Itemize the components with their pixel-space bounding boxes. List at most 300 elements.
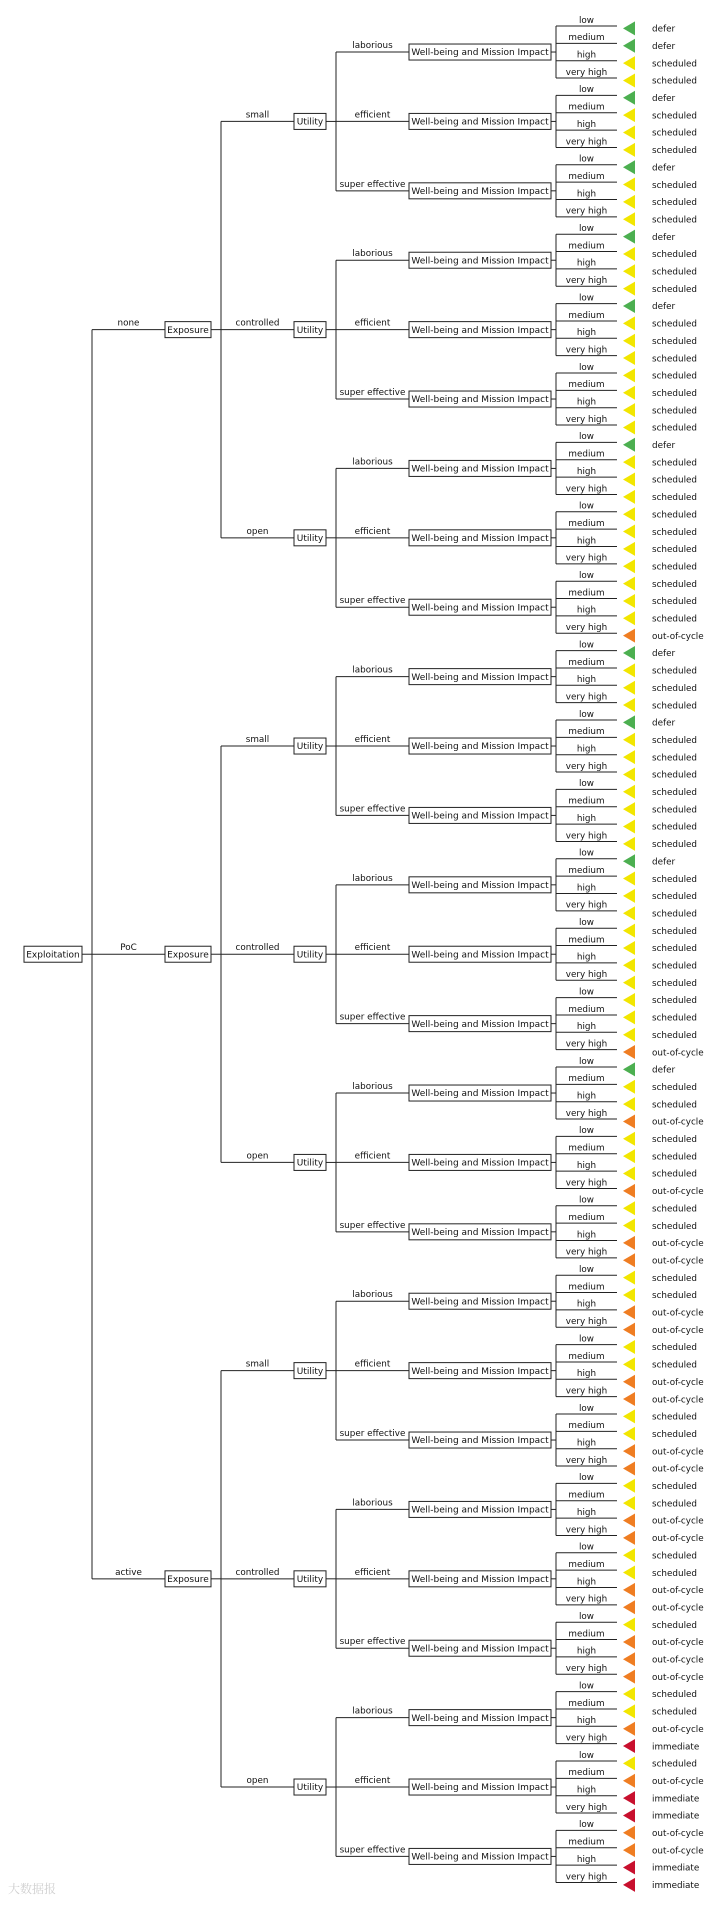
decision-label: out-of-cycle [652, 1829, 704, 1839]
wellbeing-value-very-high: very high [565, 345, 608, 356]
utility-value-super-effective: super effective [339, 1220, 406, 1231]
wellbeing-value-low: low [578, 1126, 595, 1137]
wellbeing-node-label: Well-being and Mission Impact [411, 187, 549, 198]
decision-scheduled-icon [623, 681, 635, 695]
wellbeing-value-low: low [578, 154, 595, 165]
decision-out-of-cycle-icon [623, 1114, 635, 1128]
decision-scheduled-icon [623, 334, 635, 348]
decision-out-of-cycle-icon [623, 1583, 635, 1597]
decision-out-of-cycle-icon [623, 1392, 635, 1406]
wellbeing-value-medium: medium [568, 796, 605, 807]
decision-scheduled-icon [623, 1080, 635, 1094]
decision-immediate-icon [623, 1739, 635, 1753]
decision-immediate-icon [623, 1878, 635, 1892]
wellbeing-value-high: high [576, 189, 597, 200]
utility-value-super-effective: super effective [339, 804, 406, 815]
decision-label: scheduled [652, 76, 698, 87]
decision-label: scheduled [652, 1100, 698, 1111]
decision-scheduled-icon [623, 941, 635, 955]
wellbeing-node-label: Well-being and Mission Impact [411, 1089, 549, 1100]
wellbeing-value-medium: medium [568, 380, 605, 391]
decision-out-of-cycle-icon [623, 1826, 635, 1840]
decision-out-of-cycle-icon [623, 1184, 635, 1198]
decision-label: scheduled [652, 458, 698, 469]
decision-label: scheduled [652, 1343, 698, 1354]
decision-label: out-of-cycle [652, 1638, 704, 1649]
decision-scheduled-icon [623, 1409, 635, 1423]
wellbeing-value-medium: medium [568, 241, 605, 252]
wellbeing-node-label: Well-being and Mission Impact [411, 672, 549, 683]
decision-label: scheduled [652, 753, 698, 764]
decision-defer-icon [623, 21, 635, 35]
wellbeing-value-medium: medium [568, 1559, 605, 1570]
decision-label: defer [652, 41, 676, 52]
decision-label: scheduled [652, 788, 698, 798]
decision-label: out-of-cycle [652, 1534, 704, 1545]
decision-label: defer [652, 94, 676, 104]
wellbeing-value-very-high: very high [565, 623, 608, 634]
exploitation-value-active: active [115, 1567, 142, 1578]
utility-value-super-effective: super effective [339, 1012, 406, 1023]
decision-label: out-of-cycle [652, 1239, 704, 1250]
decision-scheduled-icon [623, 490, 635, 504]
decision-scheduled-icon [623, 802, 635, 816]
wellbeing-node-label: Well-being and Mission Impact [411, 1019, 549, 1030]
decision-out-of-cycle-icon [623, 1375, 635, 1389]
decision-label: scheduled [652, 510, 698, 521]
utility-value-super-effective: super effective [339, 179, 406, 190]
wellbeing-value-medium: medium [568, 1421, 605, 1432]
decision-label: scheduled [652, 128, 698, 139]
decision-label: out-of-cycle [652, 631, 704, 642]
decision-label: scheduled [652, 909, 698, 920]
decision-out-of-cycle-icon [623, 1305, 635, 1319]
decision-label: scheduled [652, 579, 698, 590]
wellbeing-value-high: high [576, 536, 597, 547]
decision-label: scheduled [652, 1551, 698, 1562]
decision-label: scheduled [652, 614, 698, 625]
decision-defer-icon [623, 715, 635, 729]
decision-scheduled-icon [623, 1548, 635, 1562]
wellbeing-value-very-high: very high [565, 1872, 608, 1883]
decision-label: scheduled [652, 423, 698, 434]
utility-value-efficient: efficient [354, 1151, 391, 1162]
wellbeing-value-low: low [578, 1334, 595, 1345]
exposure-value-small: small [245, 110, 270, 121]
decision-label: defer [652, 232, 676, 243]
decision-label: scheduled [652, 1482, 698, 1492]
decision-scheduled-icon [623, 1149, 635, 1163]
decision-defer-icon [623, 230, 635, 244]
wellbeing-value-high: high [576, 328, 597, 339]
utility-value-super-effective: super effective [339, 1637, 406, 1648]
decision-immediate-icon [623, 1861, 635, 1875]
wellbeing-value-medium: medium [568, 1351, 605, 1362]
wellbeing-value-low: low [578, 1056, 595, 1067]
exposure-value-controlled: controlled [235, 318, 280, 329]
decision-label: scheduled [652, 475, 698, 486]
decision-scheduled-icon [623, 1271, 635, 1285]
wellbeing-value-very-high: very high [565, 831, 608, 842]
decision-defer-icon [623, 854, 635, 868]
wellbeing-node-label: Well-being and Mission Impact [411, 534, 549, 545]
decision-label: scheduled [652, 666, 698, 677]
decision-label: scheduled [652, 250, 698, 261]
utility-node-label: Utility [296, 534, 324, 545]
decision-scheduled-icon [623, 750, 635, 764]
wellbeing-value-medium: medium [568, 1490, 605, 1501]
wellbeing-value-low: low [578, 640, 595, 651]
wellbeing-value-very-high: very high [565, 1802, 608, 1813]
decision-label: scheduled [652, 1204, 698, 1215]
wellbeing-value-high: high [576, 1299, 597, 1310]
decision-label: defer [652, 24, 676, 35]
decision-label: out-of-cycle [652, 1776, 704, 1787]
decision-out-of-cycle-icon [623, 1774, 635, 1788]
decision-label: out-of-cycle [652, 1655, 704, 1666]
decision-out-of-cycle-icon [623, 629, 635, 643]
wellbeing-value-medium: medium [568, 1768, 605, 1779]
wellbeing-value-medium: medium [568, 1074, 605, 1085]
wellbeing-value-high: high [576, 258, 597, 269]
decision-out-of-cycle-icon [623, 1600, 635, 1614]
wellbeing-value-very-high: very high [565, 1664, 608, 1675]
decision-label: scheduled [652, 354, 698, 365]
decision-label: scheduled [652, 111, 698, 122]
decision-scheduled-icon [623, 178, 635, 192]
wellbeing-node-label: Well-being and Mission Impact [411, 48, 549, 59]
wellbeing-node-label: Well-being and Mission Impact [411, 1505, 549, 1516]
wellbeing-value-high: high [576, 1507, 597, 1518]
decision-label: scheduled [652, 961, 698, 972]
decision-label: scheduled [652, 840, 698, 851]
decision-label: scheduled [652, 805, 698, 816]
wellbeing-value-high: high [576, 1438, 597, 1449]
wellbeing-value-very-high: very high [565, 276, 608, 287]
decision-label: scheduled [652, 180, 698, 191]
decision-label: out-of-cycle [652, 1603, 704, 1614]
decision-label: scheduled [652, 406, 698, 417]
decision-label: scheduled [652, 701, 698, 712]
decision-label: scheduled [652, 978, 698, 989]
decision-label: out-of-cycle [652, 1256, 704, 1267]
wellbeing-node-label: Well-being and Mission Impact [411, 1436, 549, 1447]
wellbeing-value-high: high [576, 1577, 597, 1588]
decision-scheduled-icon [623, 785, 635, 799]
wellbeing-value-low: low [578, 224, 595, 234]
utility-value-laborious: laborious [352, 665, 393, 676]
decision-scheduled-icon [623, 1618, 635, 1632]
decision-label: out-of-cycle [652, 1377, 704, 1388]
wellbeing-node-label: Well-being and Mission Impact [411, 1852, 549, 1863]
exposure-value-controlled: controlled [235, 1567, 280, 1578]
utility-value-super-effective: super effective [339, 388, 406, 399]
decision-label: scheduled [652, 683, 698, 694]
decision-label: out-of-cycle [652, 1846, 704, 1857]
wellbeing-value-medium: medium [568, 518, 605, 529]
wellbeing-value-high: high [576, 50, 597, 61]
decision-scheduled-icon [623, 264, 635, 278]
wellbeing-value-high: high [576, 1854, 597, 1865]
utility-node-label: Utility [296, 1783, 324, 1794]
decision-scheduled-icon [623, 559, 635, 573]
wellbeing-node-label: Well-being and Mission Impact [411, 881, 549, 892]
decision-defer-icon [623, 160, 635, 174]
decision-scheduled-icon [623, 958, 635, 972]
decision-scheduled-icon [623, 1756, 635, 1770]
wellbeing-value-low: low [578, 848, 595, 859]
utility-value-super-effective: super effective [339, 1845, 406, 1856]
wellbeing-value-medium: medium [568, 310, 605, 321]
wellbeing-value-high: high [576, 605, 597, 616]
exposure-value-small: small [245, 1359, 270, 1370]
decision-label: scheduled [652, 1429, 698, 1440]
decision-label: scheduled [652, 892, 698, 903]
wellbeing-node-label: Well-being and Mission Impact [411, 325, 549, 336]
decision-immediate-icon [623, 1808, 635, 1822]
decision-label: scheduled [652, 1013, 698, 1024]
utility-node-label: Utility [296, 325, 324, 336]
wellbeing-value-very-high: very high [565, 1039, 608, 1050]
decision-label: scheduled [652, 59, 698, 70]
utility-value-efficient: efficient [354, 943, 391, 954]
decision-label: scheduled [652, 1273, 698, 1284]
wellbeing-node-label: Well-being and Mission Impact [411, 811, 549, 822]
decision-scheduled-icon [623, 247, 635, 261]
wellbeing-node-label: Well-being and Mission Impact [411, 1575, 549, 1586]
wellbeing-value-medium: medium [568, 1282, 605, 1293]
wellbeing-value-low: low [578, 779, 595, 790]
decision-defer-icon [623, 299, 635, 313]
decision-scheduled-icon [623, 767, 635, 781]
decision-label: scheduled [652, 996, 698, 1007]
decision-scheduled-icon [623, 1219, 635, 1233]
decision-label: defer [652, 302, 676, 313]
decision-label: scheduled [652, 1690, 698, 1701]
decision-scheduled-icon [623, 455, 635, 469]
exploitation-value-none: none [117, 318, 140, 329]
decision-defer-icon [623, 91, 635, 105]
wellbeing-node-label: Well-being and Mission Impact [411, 1366, 549, 1377]
decision-label: immediate [652, 1881, 700, 1892]
decision-scheduled-icon [623, 594, 635, 608]
wellbeing-value-low: low [578, 362, 595, 373]
decision-scheduled-icon [623, 368, 635, 382]
decision-label: out-of-cycle [652, 1325, 704, 1336]
wellbeing-value-medium: medium [568, 449, 605, 460]
decision-scheduled-icon [623, 108, 635, 122]
utility-value-laborious: laborious [352, 873, 393, 884]
decision-out-of-cycle-icon [623, 1843, 635, 1857]
decision-scheduled-icon [623, 993, 635, 1007]
utility-node-label: Utility [296, 950, 324, 961]
decision-scheduled-icon [623, 1288, 635, 1302]
decision-label: scheduled [652, 1620, 698, 1631]
wellbeing-value-very-high: very high [565, 137, 608, 148]
wellbeing-value-high: high [576, 466, 597, 477]
decision-label: scheduled [652, 545, 698, 556]
wellbeing-value-very-high: very high [565, 1108, 608, 1119]
decision-scheduled-icon [623, 56, 635, 70]
wellbeing-value-medium: medium [568, 33, 605, 44]
decision-scheduled-icon [623, 698, 635, 712]
wellbeing-value-medium: medium [568, 935, 605, 946]
exposure-value-open: open [246, 1151, 269, 1162]
decision-label: immediate [652, 1863, 700, 1874]
utility-node-label: Utility [296, 1575, 324, 1586]
decision-label: scheduled [652, 1499, 698, 1510]
wellbeing-value-high: high [576, 813, 597, 824]
decision-out-of-cycle-icon [623, 1670, 635, 1684]
decision-label: out-of-cycle [652, 1586, 704, 1597]
decision-label: scheduled [652, 1412, 698, 1423]
decision-scheduled-icon [623, 195, 635, 209]
decision-label: out-of-cycle [652, 1672, 704, 1683]
decision-label: scheduled [652, 1082, 698, 1093]
decision-out-of-cycle-icon [623, 1236, 635, 1250]
wellbeing-value-high: high [576, 1230, 597, 1241]
decision-label: scheduled [652, 944, 698, 955]
utility-value-efficient: efficient [354, 318, 391, 329]
wellbeing-value-very-high: very high [565, 1178, 608, 1189]
wellbeing-node-label: Well-being and Mission Impact [411, 1783, 549, 1794]
wellbeing-node-label: Well-being and Mission Impact [411, 1228, 549, 1239]
decision-scheduled-icon [623, 889, 635, 903]
decision-label: scheduled [652, 1169, 698, 1180]
wellbeing-value-very-high: very high [565, 1247, 608, 1258]
decision-label: out-of-cycle [652, 1516, 704, 1527]
utility-value-efficient: efficient [354, 735, 391, 746]
decision-label: scheduled [652, 1707, 698, 1718]
wellbeing-value-low: low [578, 293, 595, 304]
wellbeing-value-low: low [578, 501, 595, 512]
decision-out-of-cycle-icon [623, 1652, 635, 1666]
decision-label: scheduled [652, 1030, 698, 1041]
wellbeing-value-low: low [578, 1820, 595, 1831]
wellbeing-node-label: Well-being and Mission Impact [411, 1158, 549, 1169]
wellbeing-value-low: low [578, 1195, 595, 1206]
wellbeing-value-low: low [578, 709, 595, 720]
wellbeing-value-very-high: very high [565, 1733, 608, 1744]
utility-value-efficient: efficient [354, 110, 391, 121]
wellbeing-value-low: low [578, 15, 595, 26]
decision-out-of-cycle-icon [623, 1323, 635, 1337]
decision-label: out-of-cycle [652, 1724, 704, 1735]
decision-label: scheduled [652, 874, 698, 885]
decision-scheduled-icon [623, 872, 635, 886]
decision-out-of-cycle-icon [623, 1461, 635, 1475]
wellbeing-value-very-high: very high [565, 1455, 608, 1466]
wellbeing-value-medium: medium [568, 1212, 605, 1223]
wellbeing-value-low: low [578, 1542, 595, 1553]
decision-scheduled-icon [623, 316, 635, 330]
utility-node-label: Utility [296, 742, 324, 753]
wellbeing-value-medium: medium [568, 865, 605, 876]
utility-value-laborious: laborious [352, 1290, 393, 1301]
utility-value-laborious: laborious [352, 1082, 393, 1093]
decision-label: scheduled [652, 493, 698, 504]
utility-node-label: Utility [296, 1158, 324, 1169]
watermark: 大数据报 [8, 1882, 57, 1896]
utility-node-label: Utility [296, 117, 324, 128]
decision-scheduled-icon [623, 820, 635, 834]
wellbeing-value-high: high [576, 952, 597, 963]
wellbeing-value-very-high: very high [565, 1317, 608, 1328]
utility-value-laborious: laborious [352, 41, 393, 52]
decision-scheduled-icon [623, 663, 635, 677]
wellbeing-value-very-high: very high [565, 206, 608, 217]
decision-out-of-cycle-icon [623, 1045, 635, 1059]
wellbeing-value-medium: medium [568, 1004, 605, 1015]
decision-out-of-cycle-icon [623, 1253, 635, 1267]
decision-label: scheduled [652, 284, 698, 295]
wellbeing-value-very-high: very high [565, 414, 608, 425]
exposure-value-small: small [245, 735, 270, 746]
wellbeing-value-high: high [576, 883, 597, 894]
wellbeing-value-high: high [576, 1716, 597, 1727]
decision-scheduled-icon [623, 542, 635, 556]
decision-label: scheduled [652, 146, 698, 157]
wellbeing-value-high: high [576, 1022, 597, 1033]
wellbeing-value-high: high [576, 675, 597, 686]
wellbeing-value-low: low [578, 571, 595, 581]
decision-label: out-of-cycle [652, 1187, 704, 1198]
utility-value-super-effective: super effective [339, 1429, 406, 1440]
wellbeing-value-medium: medium [568, 171, 605, 182]
decision-scheduled-icon [623, 733, 635, 747]
exposure-node-label: Exposure [167, 1575, 209, 1586]
decision-scheduled-icon [623, 611, 635, 625]
wellbeing-value-medium: medium [568, 1837, 605, 1848]
decision-immediate-icon [623, 1791, 635, 1805]
wellbeing-value-medium: medium [568, 727, 605, 738]
exposure-node-label: Exposure [167, 325, 209, 336]
decision-scheduled-icon [623, 1167, 635, 1181]
decision-defer-icon [623, 1062, 635, 1076]
decision-label: scheduled [652, 1135, 698, 1145]
wellbeing-value-very-high: very high [565, 692, 608, 703]
decision-label: scheduled [652, 1221, 698, 1232]
decision-label: scheduled [652, 597, 698, 608]
decision-scheduled-icon [623, 1479, 635, 1493]
wellbeing-value-low: low [578, 1750, 595, 1761]
decision-scheduled-icon [623, 386, 635, 400]
decision-scheduled-icon [623, 1010, 635, 1024]
utility-node-label: Utility [296, 1366, 324, 1377]
decision-scheduled-icon [623, 1201, 635, 1215]
decision-scheduled-icon [623, 1132, 635, 1146]
wellbeing-value-low: low [578, 1473, 595, 1484]
decision-scheduled-icon [623, 282, 635, 296]
wellbeing-value-very-high: very high [565, 970, 608, 981]
decision-scheduled-icon [623, 1097, 635, 1111]
wellbeing-value-very-high: very high [565, 67, 608, 78]
decision-out-of-cycle-icon [623, 1531, 635, 1545]
decision-scheduled-icon [623, 976, 635, 990]
decision-label: scheduled [652, 822, 698, 833]
decision-scheduled-icon [623, 473, 635, 487]
wellbeing-value-very-high: very high [565, 553, 608, 564]
decision-label: scheduled [652, 371, 698, 382]
decision-label: scheduled [652, 1759, 698, 1770]
exposure-value-open: open [246, 526, 269, 537]
utility-value-laborious: laborious [352, 249, 393, 260]
wellbeing-value-very-high: very high [565, 1594, 608, 1605]
wellbeing-node-label: Well-being and Mission Impact [411, 950, 549, 961]
decision-scheduled-icon [623, 143, 635, 157]
wellbeing-value-low: low [578, 1265, 595, 1275]
decision-scheduled-icon [623, 351, 635, 365]
